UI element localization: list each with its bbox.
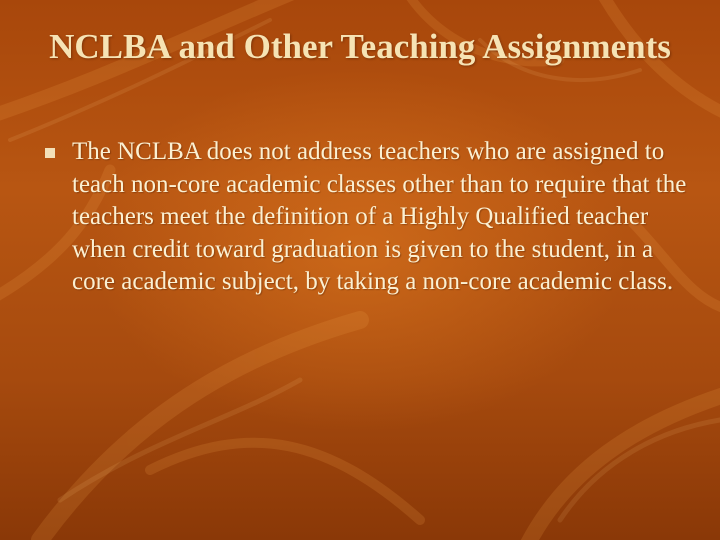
square-bullet-icon (45, 148, 55, 158)
bullet-item (38, 136, 688, 299)
slide-title: NCLBA and Other Teaching Assignments (49, 27, 671, 66)
bullet-text: The NCLBA does not address teachers who are assigned to teach non-core academic classes other than to require that the teachers meet the definition of a Highly Qualified teacher when credit toward graduation is given to the student, in a core academic subject, by taking a non-core academic class. (72, 138, 687, 295)
bullet-list (38, 136, 688, 299)
